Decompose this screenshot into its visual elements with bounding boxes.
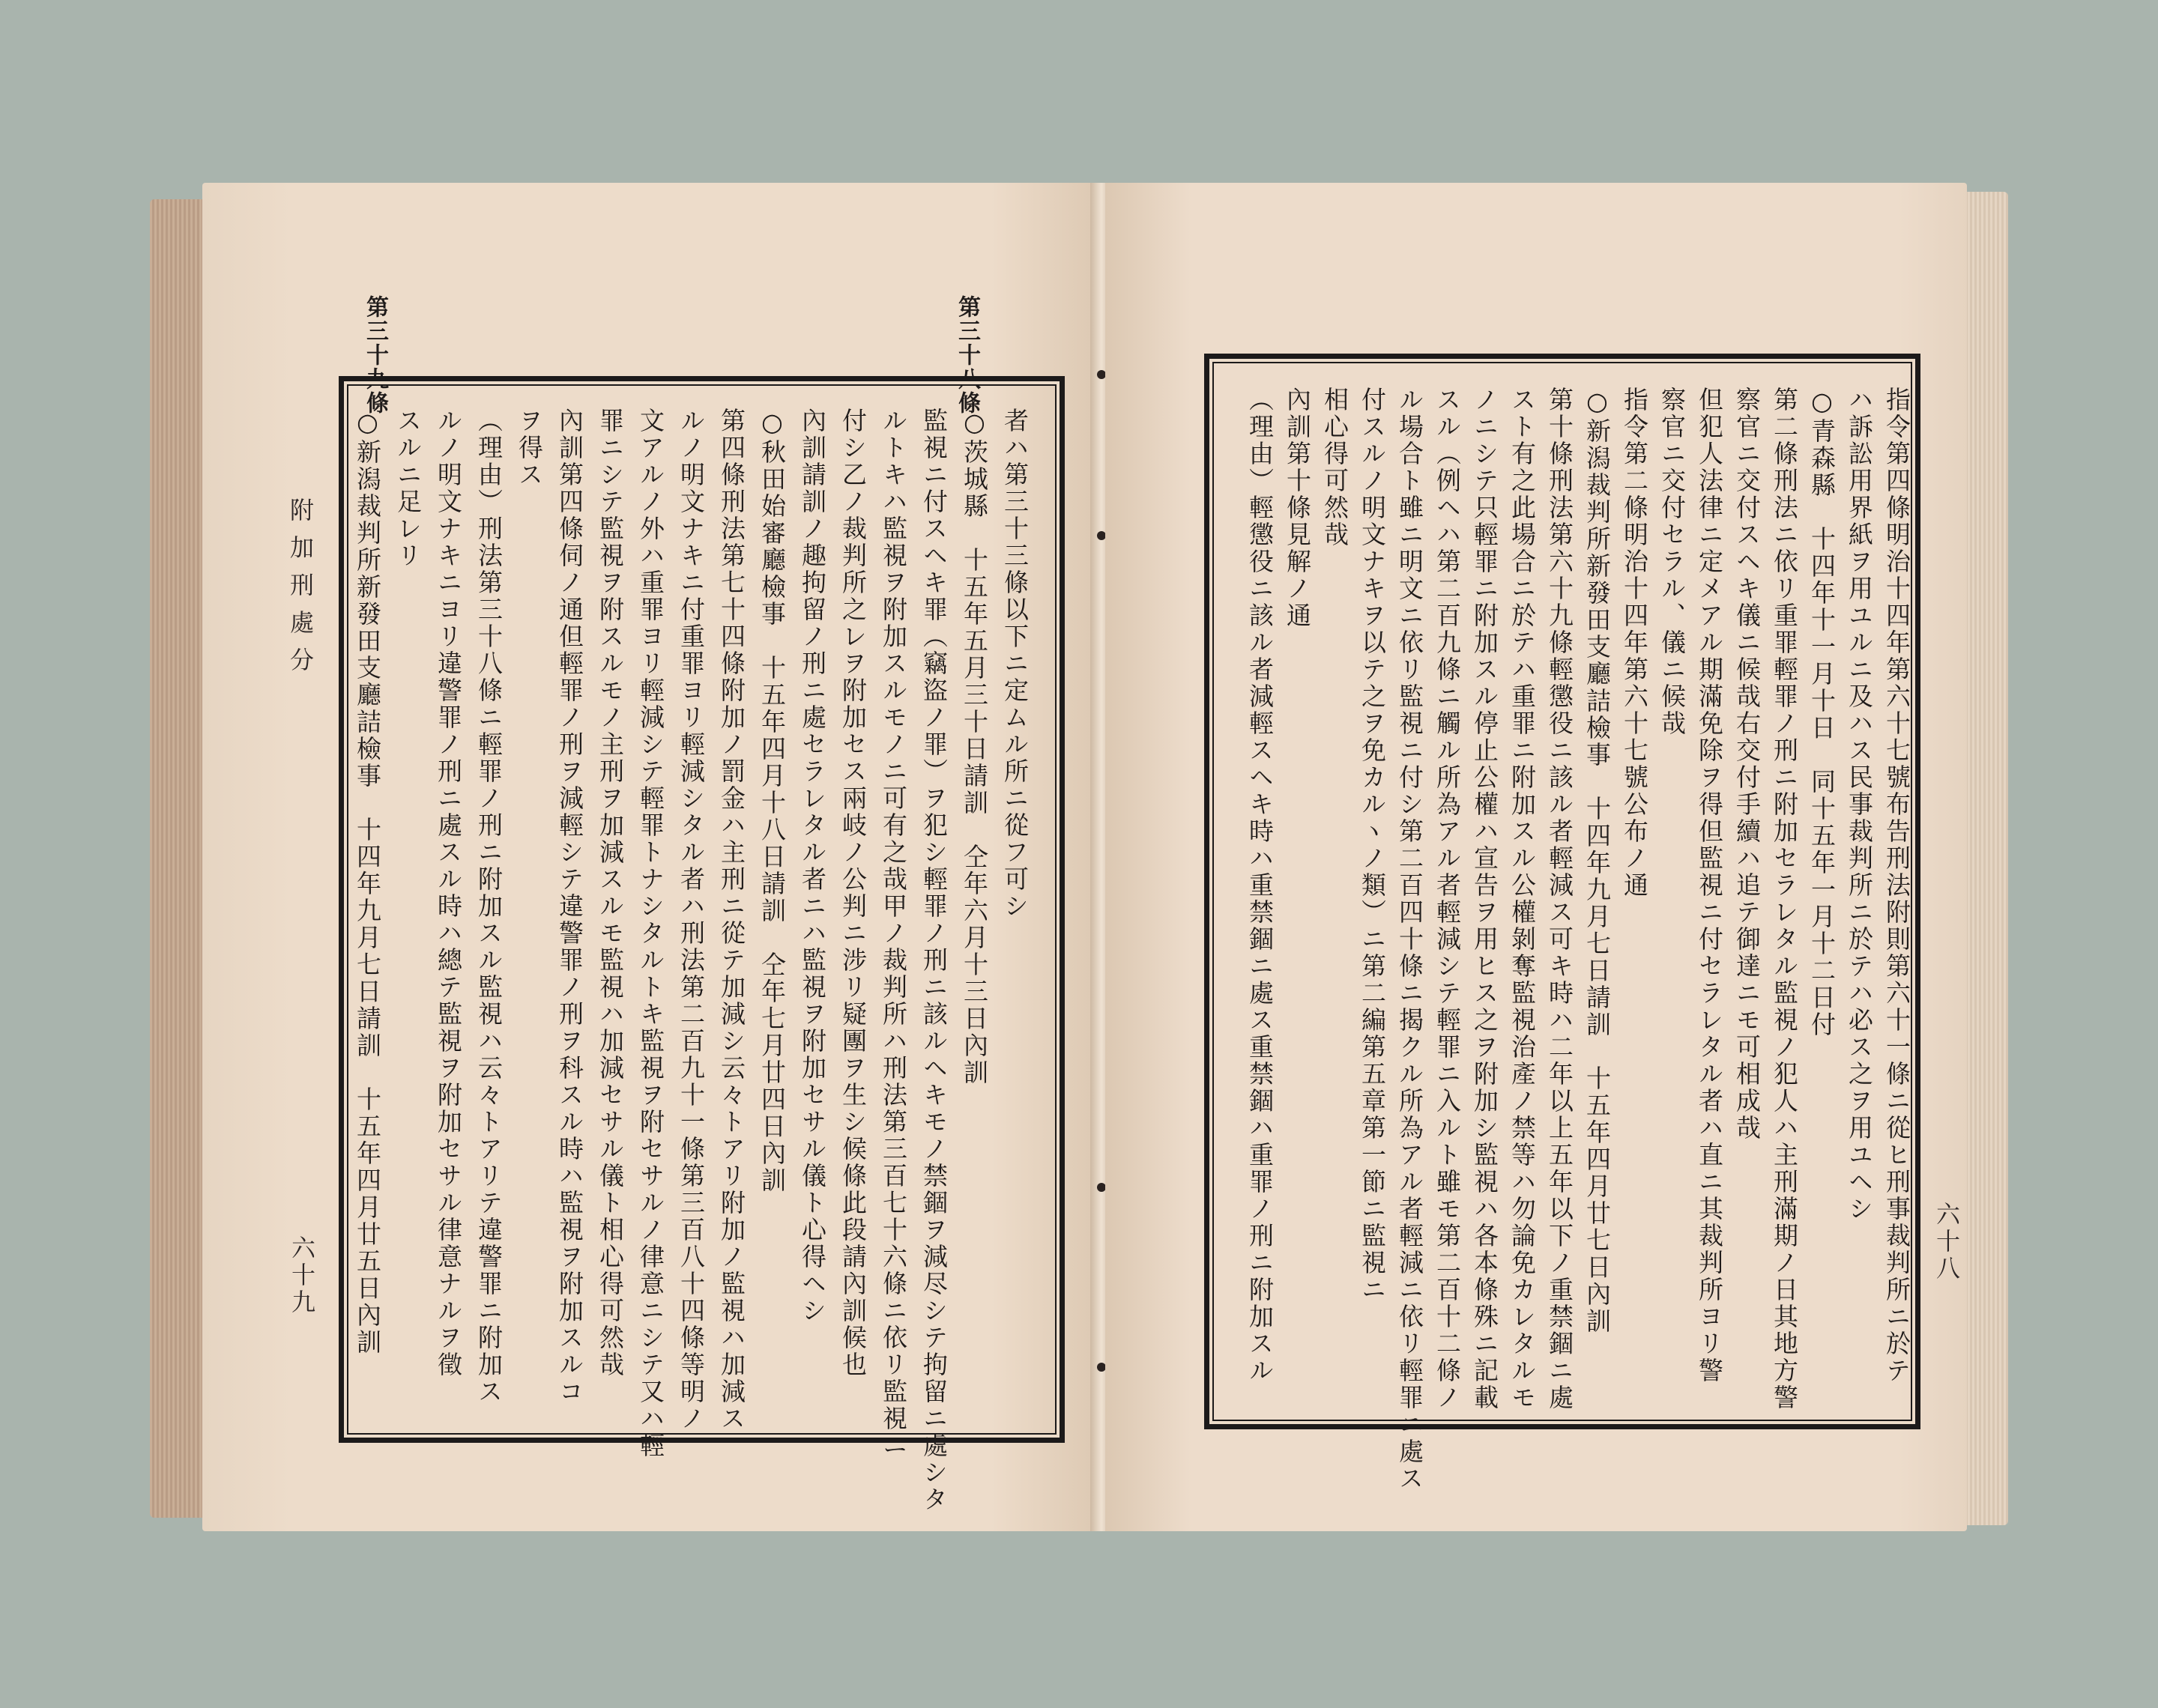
left-text-column: 監視ニ付スヘキ罪（竊盜ノ罪）ヲ犯シ輕罪ノ刑ニ該ルヘキモノ禁錮ヲ減尽シテ拘留ニ處シタ (919, 408, 949, 1513)
right-text-column: 第十條刑法第六十九條輕懲役ニ該ル者輕減ス可キ時ハ二年以上五年以下ノ重禁錮ニ處 (1545, 387, 1574, 1411)
right-text-column: スル（例ヘハ第二百九條ニ觸ル所為アル者輕減シテ輕罪ニ入ルト雖モ第二百十二條ノ (1433, 387, 1462, 1411)
right-text-column: 第二條刑法ニ依リ重罪輕罪ノ刑ニ附加セラレタル監視ノ犯人ハ主刑滿期ノ日其地方警 (1770, 387, 1799, 1411)
left-text-column: ルノ明文ナキニヨリ違警罪ノ刑ニ處スル時ハ總テ監視ヲ附加セサル律意ナルヲ徵 (434, 408, 463, 1378)
left-text-column: 文アルノ外ハ重罪ヨリ輕減シテ輕罪トナシタルトキ監視ヲ附セサルノ律意ニシテ又ハ輕 (636, 408, 665, 1459)
right-text-column: 指令第四條明治十四年第六十七號布告刑法附則第六十一條ニ從ヒ刑事裁判所ニ於テ (1882, 387, 1911, 1384)
left-text-column: 內訓第四條伺ノ通但輕罪ノ刑ヲ減輕シテ違警罪ノ刑ヲ科スル時ハ監視ヲ附加スルコ (555, 408, 584, 1405)
left-text-column: 者ハ第三十三條以下ニ定ムル所ニ從フ可シ (1000, 408, 1030, 920)
left-text-column: ルトキハ監視ヲ附加スルモノニ可有之哉甲ノ裁判所ハ刑法第三百七十六條ニ依リ監視ニ (879, 408, 908, 1459)
left-text-column: ヲ得ス (515, 408, 544, 488)
right-text-column: ル場合ト雖ニ明文ニ依リ監視ニ付シ第二百四十條ニ揭クル所為アル者輕減ニ依リ輕罪ニ處ス (1395, 387, 1424, 1492)
right-text-column: 但犯人法律ニ定メアル期滿免除ヲ得但監視ニ付セラレタル者ハ直ニ其裁判所ヨリ警 (1695, 387, 1724, 1384)
right-text-column: （理由）輕懲役ニ該ル者減輕スヘキ時ハ重禁錮ニ處ス重禁錮ハ重罪ノ刑ニ附加スル (1245, 387, 1275, 1384)
page-number-left: 六十九 (288, 1235, 316, 1316)
left-text-column: ○茨城縣 十五年五月三十日請訓 仝年六月十三日內訓 (960, 408, 989, 1086)
left-page (202, 183, 1098, 1531)
left-text-column: ○新潟裁判所新發田支廳詰檢事 十四年九月七日請訓 十五年四月廿五日內訓 (353, 408, 382, 1356)
right-text-column: ハ訴訟用界紙ヲ用ユルニ及ハス民事裁判所ニ於テハ必ス之ヲ用ユヘシ (1845, 387, 1874, 1223)
right-page-edges (1963, 192, 2008, 1525)
right-text-column: 付スルノ明文ナキヲ以テ之ヲ免カルヽノ類）ニ第二編第五章第一節ニ監視ニ (1358, 387, 1387, 1303)
right-text-column: 察官ニ交付セラル、儀ニ候哉 (1657, 387, 1687, 737)
side-header-38: 第三十八條 (954, 295, 980, 415)
left-text-column: 罪ニシテ監視ヲ附スルモノ主刑ヲ加減スルモ監視ハ加減セサル儀ト相心得可然哉 (596, 408, 625, 1378)
running-title: 附加刑處分 (286, 497, 315, 685)
left-text-column: 內訓請訓ノ趣拘留ノ刑ニ處セラレタル者ニハ監視ヲ附加セサル儀ト心得ヘシ (798, 408, 827, 1324)
left-text-column: 付シ乙ノ裁判所之レヲ附加セス兩岐ノ公判ニ涉リ疑團ヲ生シ候條此段請內訓候也 (838, 408, 868, 1378)
left-text-column: ルノ明文ナキニ付重罪ヨリ輕減シタル者ハ刑法第二百九十一條第三百八十四條等明ノ (677, 408, 706, 1432)
left-text-column: （理由）刑法第三十八條ニ輕罪ノ刑ニ附加スル監視ハ云々トアリテ違警罪ニ附加ス (474, 408, 504, 1405)
right-text-column: 察官ニ交付スヘキ儀ニ候哉右交付手續ハ追テ御達ニモ可相成哉 (1732, 387, 1762, 1142)
right-text-column: 相心得可然哉 (1320, 387, 1349, 548)
right-page (1105, 183, 1967, 1531)
left-text-column: スルニ足レリ (393, 408, 423, 569)
page-number-right: 六十八 (1932, 1202, 1961, 1282)
right-text-column: 指令第二條明治十四年第六十七號公布ノ通 (1620, 387, 1649, 899)
right-text-column: ○青森縣 十四年十一月十日 同十五年一月十二日付 (1807, 387, 1837, 1038)
right-text-column: 內訓第十條見解ノ通 (1283, 387, 1312, 629)
right-text-column: ○新潟裁判所新發田支廳詰檢事 十四年九月七日請訓 十五年四月廿七日內訓 (1583, 387, 1612, 1335)
left-text-column: ○秋田始審廳檢事 十五年四月十八日請訓 仝年七月廿四日內訓 (758, 408, 787, 1194)
right-text-column: スト有之此場合ニ於テハ重罪ニ附加スル公權剝奪監視治產ノ禁等ハ勿論免カレタルモ (1508, 387, 1537, 1411)
right-text-column: ノニシテ只輕罪ニ附加スル停止公權ハ宣告ヲ用ヒス之ヲ附加シ監視ハ各本條殊ニ記載 (1470, 387, 1499, 1411)
side-header-39: 第三十九條 (362, 295, 388, 415)
left-text-column: 第四條刑法第七十四條附加ノ罰金ハ主刑ニ從テ加減シ云々トアリ附加ノ監視ハ加減ス (717, 408, 746, 1432)
open-book (150, 183, 2008, 1539)
